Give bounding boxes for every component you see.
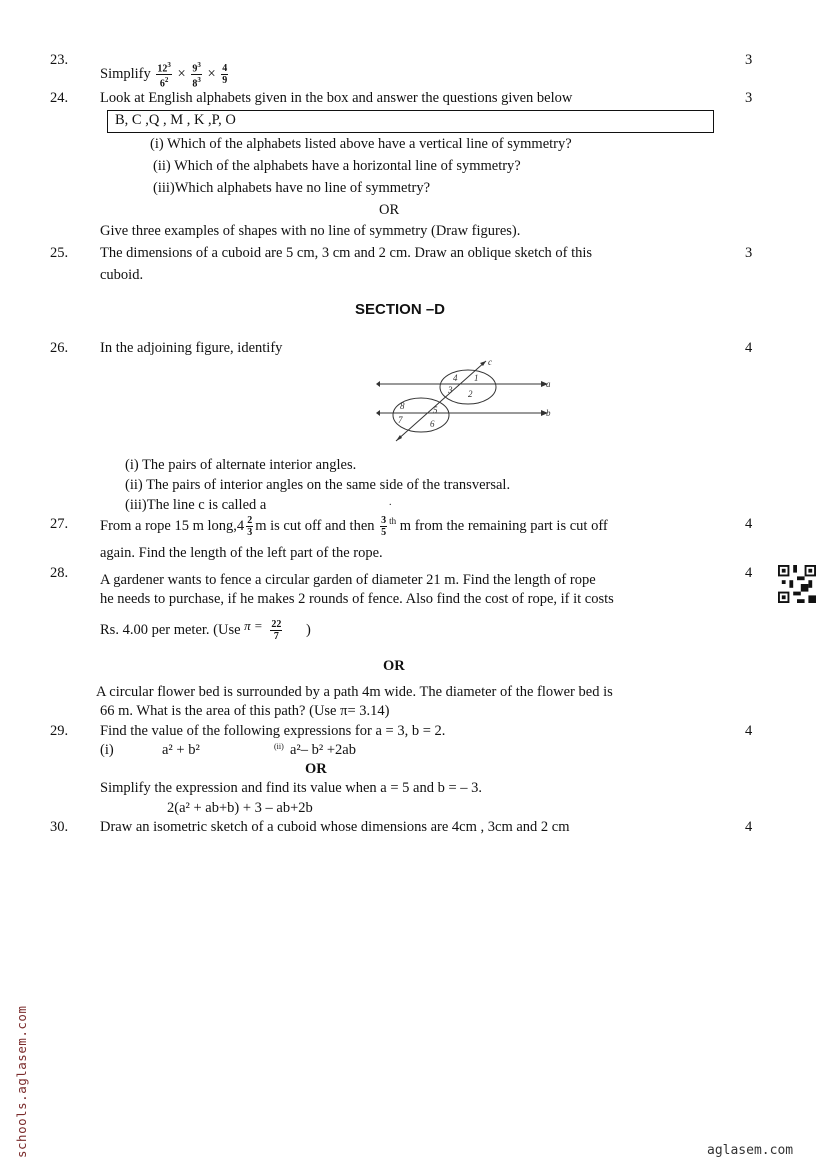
angle-label: 2 xyxy=(468,389,473,399)
sub-question: (ii) Which of the alphabets have a horizontal line of symmetry? xyxy=(153,158,521,174)
question-text: From a rope 15 m long,4 $\frac{2}{3}$ m is cut off and then $\frac{3}{5}$ $^{th}$ m from the remaining part is cut off xyxy=(100,515,608,538)
question-text: Give three examples of shapes with no line of symmetry (Draw figures). xyxy=(100,223,521,239)
alphabet-list: B, C ,Q , M , K ,P, O xyxy=(115,112,236,128)
side-watermark: schools.aglasem.com xyxy=(14,1005,29,1158)
expression: 2(a² + ab+b) + 3 – ab+2b xyxy=(167,800,313,816)
dot-mark: . xyxy=(389,497,392,508)
angle-label: 4 xyxy=(453,373,458,383)
question-text: Look at English alphabets given in the box and answer the questions given below xyxy=(100,90,573,106)
angle-label: 1 xyxy=(474,373,479,383)
marks: 4 xyxy=(745,819,753,835)
fraction: $\frac{22}{7}$ xyxy=(271,619,282,643)
simplify-label: Simplify xyxy=(100,66,151,83)
marks: 4 xyxy=(745,565,753,581)
qr-code-icon xyxy=(777,565,817,603)
marks: 3 xyxy=(745,90,753,106)
line-b-label: b xyxy=(546,408,551,418)
question-number: 28. xyxy=(50,565,69,581)
footer-site: aglasem.com xyxy=(707,1143,794,1158)
question-number: 24. xyxy=(50,90,69,106)
expression: a² + b² xyxy=(162,742,200,758)
or-label: OR xyxy=(305,761,327,777)
question-text: 66 m. What is the area of this path? (Use π= 3.14) xyxy=(100,703,390,719)
sub-question: (iii)The line c is called a xyxy=(125,497,267,513)
angle-label: 3 xyxy=(448,385,453,395)
question-text: In the adjoining figure, identify xyxy=(100,340,283,356)
angle-label: 5 xyxy=(433,405,438,415)
fraction: $\frac{4}{9}$ xyxy=(222,63,228,87)
question-text: Simplify the expression and find its value when a = 5 and b = – 3. xyxy=(100,780,483,796)
fraction: $\frac{2}{3}$ xyxy=(247,515,253,538)
parallel-lines-figure xyxy=(376,357,556,445)
line-a-label: a xyxy=(546,379,551,389)
marks: 4 xyxy=(745,516,753,532)
question-text: Find the value of the following expressions for a = 3, b = 2. xyxy=(100,723,446,739)
expression: a²– b² +2ab xyxy=(290,742,356,758)
sub-question: (ii) xyxy=(274,742,284,751)
section-heading: SECTION –D xyxy=(355,301,446,318)
sub-question: (iii)Which alphabets have no line of symmetry? xyxy=(153,180,431,196)
question-number: 26. xyxy=(50,340,69,356)
question-text: Simplify $\frac{12^3}{6^2}$ × $\frac{9^3}{8^3}$ × $\frac{4}{9}$ xyxy=(100,61,228,90)
angle-label: 7 xyxy=(398,415,403,425)
sub-question: (ii) The pairs of interior angles on the same side of the transversal. xyxy=(125,477,511,493)
sub-question: (i) xyxy=(100,742,114,758)
marks: 3 xyxy=(745,52,753,68)
question-text: A gardener wants to fence a circular garden of diameter 21 m. Find the length of rope xyxy=(100,572,596,588)
question-text: A circular flower bed is surrounded by a path 4m wide. The diameter of the flower bed is xyxy=(96,684,613,700)
angle-label: 6 xyxy=(430,419,435,429)
or-label: OR xyxy=(379,202,400,218)
question-number: 23. xyxy=(50,52,69,68)
fraction: $\frac{12^3}{6^2}$ xyxy=(157,61,171,90)
marks: 4 xyxy=(745,340,753,356)
question-number: 30. xyxy=(50,819,69,835)
question-number: 25. xyxy=(50,245,69,261)
angle-label: 8 xyxy=(400,401,405,411)
question-text: Rs. 4.00 per meter. (Use π = $\frac{22}{7}$ ) xyxy=(100,618,311,643)
fraction: $\frac{9^3}{8^3}$ xyxy=(192,61,201,90)
line-c-label: c xyxy=(488,357,492,367)
question-text: he needs to purchase, if he makes 2 rounds of fence. Also find the cost of rope, if it costs xyxy=(100,591,614,607)
sub-question: (i) The pairs of alternate interior angles. xyxy=(125,457,357,473)
question-text: The dimensions of a cuboid are 5 cm, 3 cm and 2 cm. Draw an oblique sketch of this xyxy=(100,245,593,261)
marks: 3 xyxy=(745,245,753,261)
question-number: 29. xyxy=(50,723,69,739)
marks: 4 xyxy=(745,723,753,739)
question-text: again. Find the length of the left part of the rope. xyxy=(100,545,383,561)
question-text: Draw an isometric sketch of a cuboid whose dimensions are 4cm , 3cm and 2 cm xyxy=(100,819,570,835)
alphabet-box xyxy=(107,110,714,133)
sub-question: (i) Which of the alphabets listed above have a vertical line of symmetry? xyxy=(150,136,572,152)
question-number: 27. xyxy=(50,516,69,532)
question-text: cuboid. xyxy=(100,267,144,283)
or-label: OR xyxy=(383,658,405,674)
fraction: $\frac{3}{5}$ xyxy=(381,515,387,538)
